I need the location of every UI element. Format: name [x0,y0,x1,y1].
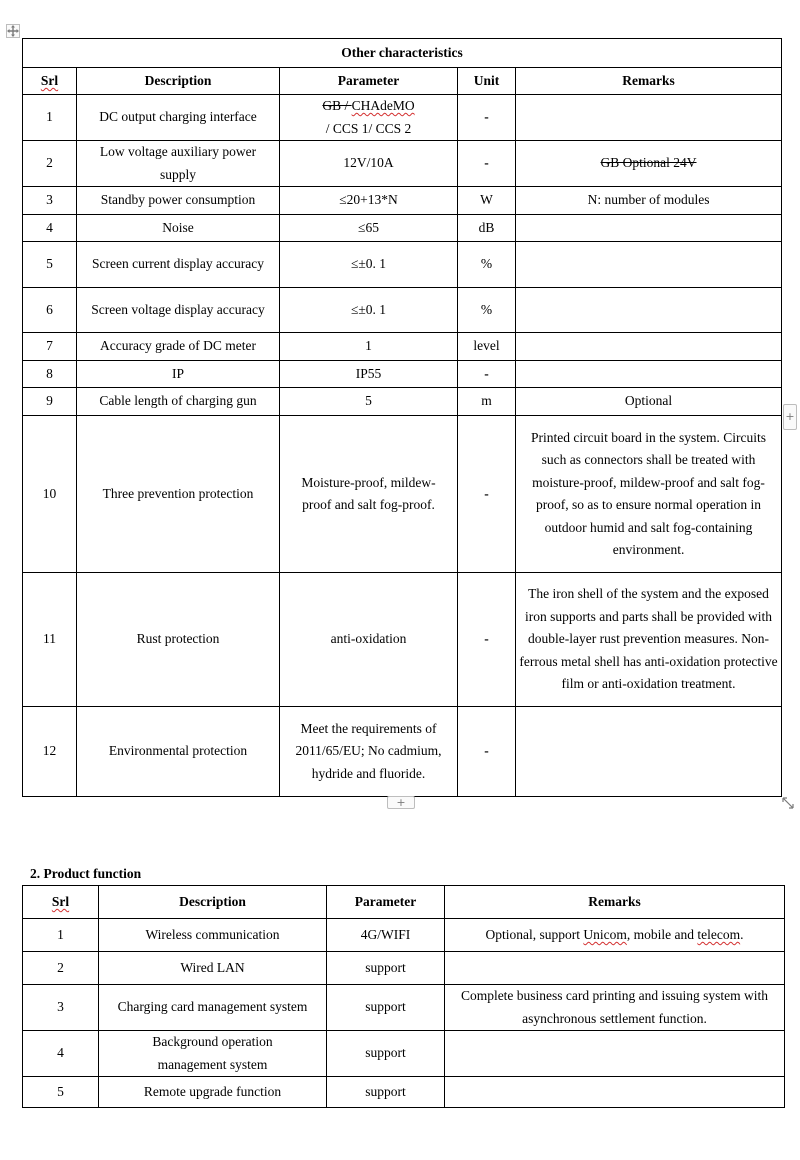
header-parameter: Parameter [327,886,445,919]
table-row [23,707,782,797]
product-function-table [22,885,785,1108]
table-row [23,242,782,288]
cell-description: Wired LAN [99,952,327,985]
cell-srl: 1 [23,919,99,952]
cell-srl: 5 [23,242,77,288]
resize-icon [781,796,795,810]
section-heading: 2. Product function [30,866,142,881]
add-column-button[interactable] [783,404,797,430]
header-remarks: Remarks [445,886,785,919]
cell-remarks [516,707,782,797]
table-row [23,361,782,388]
cell-description: Screen voltage display accuracy [77,288,280,333]
table-header-row [23,68,782,95]
cell-description: Accuracy grade of DC meter [77,333,280,361]
cell-parameter: ≤20+13*N [280,187,458,215]
cell-srl: 11 [23,573,77,707]
cell-unit: % [458,242,516,288]
cell-remarks: Optional [516,388,782,416]
table-row [23,388,782,416]
cell-description: Noise [77,215,280,242]
table-resize-handle[interactable] [781,796,795,810]
cell-unit: m [458,388,516,416]
table-row [23,333,782,361]
cell-parameter: ≤65 [280,215,458,242]
cell-srl: 3 [23,187,77,215]
cell-unit: level [458,333,516,361]
header-unit: Unit [458,68,516,95]
cell-unit: - [458,416,516,573]
cell-parameter: 4G/WIFI [327,919,445,952]
cell-remarks: Optional, support Unicom, mobile and telecom. [445,919,785,952]
cell-parameter: support [327,952,445,985]
cell-srl: 10 [23,416,77,573]
table-row [23,1031,785,1077]
cell-description: Rust protection [77,573,280,707]
cell-srl: 9 [23,388,77,416]
table-row [23,215,782,242]
cell-srl: 5 [23,1077,99,1108]
cell-srl: 2 [23,952,99,985]
cell-unit: - [458,361,516,388]
table-row [23,919,785,952]
cell-parameter: ≤±0. 1 [280,242,458,288]
table-row [23,1077,785,1108]
add-row-button[interactable] [387,796,415,809]
cell-remarks [445,1077,785,1108]
cell-description: Background operation management system [99,1031,327,1077]
cell-parameter: 12V/10A [280,141,458,187]
cell-unit: - [458,573,516,707]
cell-unit: W [458,187,516,215]
cell-remarks [445,952,785,985]
cell-parameter: ≤±0. 1 [280,288,458,333]
cell-description: Three prevention protection [77,416,280,573]
table-move-handle[interactable] [6,24,20,38]
cell-parameter: Moisture-proof, mildew-proof and salt fog-proof. [280,416,458,573]
cell-srl: 8 [23,361,77,388]
cell-description: Wireless communication [99,919,327,952]
cell-description: Environmental protection [77,707,280,797]
cell-unit: % [458,288,516,333]
cell-unit: - [458,707,516,797]
cell-parameter: GB / CHAdeMO / CCS 1/ CCS 2 [280,95,458,141]
cell-description: Cable length of charging gun [77,388,280,416]
cell-srl: 1 [23,95,77,141]
table-row [23,141,782,187]
header-parameter: Parameter [280,68,458,95]
plus-icon: + [396,796,406,809]
cell-remarks [516,333,782,361]
cell-parameter: support [327,1031,445,1077]
table-row [23,95,782,141]
cell-remarks: The iron shell of the system and the exposed iron supports and parts shall be provided with double-layer rust prevention measures. Non-ferrous metal shell has anti-oxidation protective film or anti-oxidation treatment. [516,573,782,707]
header-description: Description [77,68,280,95]
cell-parameter: support [327,985,445,1031]
table-row [23,416,782,573]
cell-remarks [516,288,782,333]
cell-srl: 3 [23,985,99,1031]
table-row [23,288,782,333]
cell-remarks [445,1031,785,1077]
table-row [23,573,782,707]
cell-description: Standby power consumption [77,187,280,215]
cell-description: Remote upgrade function [99,1077,327,1108]
cell-remarks: GB Optional 24V [516,141,782,187]
other-characteristics-table [22,38,782,797]
move-icon [7,25,19,37]
cell-srl: 2 [23,141,77,187]
cell-description: Charging card management system [99,985,327,1031]
plus-icon: + [785,410,795,423]
cell-srl: 12 [23,707,77,797]
header-srl: Srl [23,886,99,919]
table-row [23,985,785,1031]
header-description: Description [99,886,327,919]
cell-remarks: Complete business card printing and issuing system with asynchronous settlement function. [445,985,785,1031]
cell-parameter: anti-oxidation [280,573,458,707]
header-remarks: Remarks [516,68,782,95]
cell-description: IP [77,361,280,388]
cell-parameter: Meet the requirements of 2011/65/EU; No cadmium, hydride and fluoride. [280,707,458,797]
cell-remarks [516,95,782,141]
cell-unit: - [458,95,516,141]
cell-remarks [516,215,782,242]
cell-srl: 4 [23,1031,99,1077]
cell-srl: 6 [23,288,77,333]
cell-unit: - [458,141,516,187]
cell-srl: 7 [23,333,77,361]
cell-description: Low voltage auxiliary power supply [77,141,280,187]
cell-srl: 4 [23,215,77,242]
cell-remarks: N: number of modules [516,187,782,215]
table-row [23,187,782,215]
header-srl: Srl [23,68,77,95]
table-row [23,952,785,985]
cell-remarks [516,242,782,288]
cell-parameter: support [327,1077,445,1108]
cell-remarks [516,361,782,388]
cell-parameter: 5 [280,388,458,416]
cell-parameter: IP55 [280,361,458,388]
cell-parameter: 1 [280,333,458,361]
cell-unit: dB [458,215,516,242]
cell-remarks: Printed circuit board in the system. Circuits such as connectors shall be treated with moisture-proof, mildew-proof and salt fog-proof, so as to ensure normal operation in outdoor humid and salt fog-containing environment. [516,416,782,573]
cell-description: DC output charging interface [77,95,280,141]
table-header-row [23,886,785,919]
cell-description: Screen current display accuracy [77,242,280,288]
table-title: Other characteristics [23,39,782,68]
